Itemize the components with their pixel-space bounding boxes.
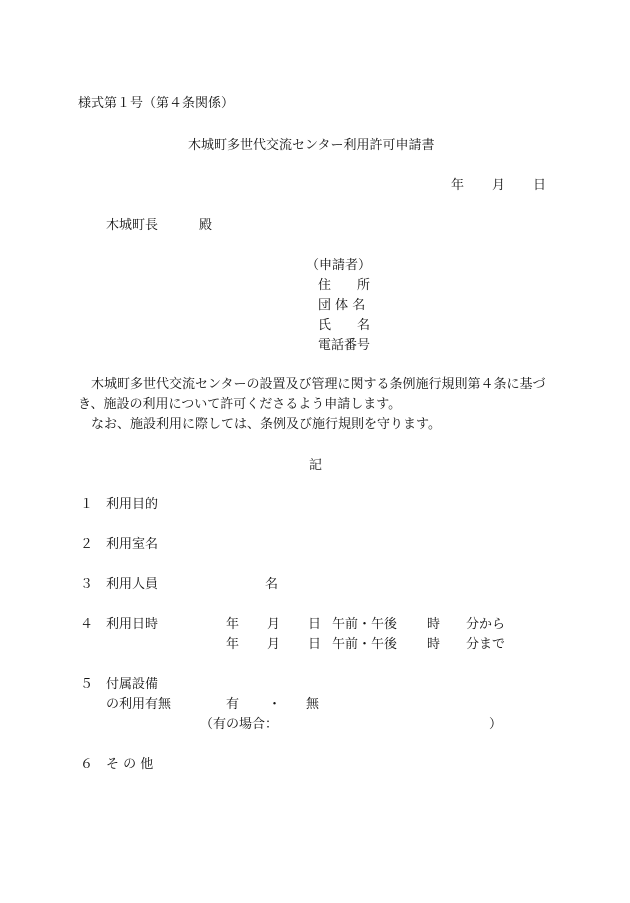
from-day: 日	[308, 617, 322, 632]
date-day: 日	[533, 178, 547, 193]
from-hour: 時	[427, 617, 441, 632]
addressee-honorific: 殿	[199, 218, 213, 233]
to-month: 月	[267, 637, 281, 652]
to-day: 日	[308, 637, 322, 652]
item-label: 利用室名	[106, 537, 159, 552]
to-year: 年	[226, 637, 240, 652]
item-number: ５	[80, 677, 94, 692]
item-number: ６	[80, 757, 94, 772]
item-number: ３	[80, 577, 94, 592]
equipment-detail-open: （有の場合：	[200, 717, 279, 732]
item-label: 利用日時	[106, 617, 159, 632]
item-label: 付属設備	[106, 677, 159, 692]
body-paragraph-1: 木城町多世代交流センターの設置及び管理に関する条例施行規則第４条に基づき、施設の利用について許可くださるよう申請します。	[78, 377, 546, 412]
equipment-no: 無	[306, 697, 320, 712]
applicant-header: （申請者）	[306, 258, 372, 273]
applicant-phone-label: 電話番号	[318, 338, 371, 353]
body-paragraph-2: なお、施設利用に際しては、条例及び施行規則を守ります。	[78, 417, 441, 432]
applicant-name-label: 氏 名	[318, 318, 371, 333]
item-number: １	[80, 497, 94, 512]
equipment-separator: ・	[268, 697, 282, 712]
item-label: 利用人員	[106, 577, 159, 592]
from-minute: 分から	[466, 617, 506, 632]
from-ampm: 午前・午後	[332, 617, 398, 632]
to-minute: 分まで	[466, 637, 506, 652]
form-number: 様式第１号（第４条関係）	[78, 96, 235, 111]
equipment-yes: 有	[226, 697, 240, 712]
item-number: ４	[80, 617, 94, 632]
people-unit: 名	[265, 577, 279, 592]
ki-heading: 記	[309, 458, 323, 473]
date-month: 月	[492, 178, 506, 193]
from-month: 月	[267, 617, 281, 632]
item-label: 利用目的	[106, 497, 159, 512]
from-year: 年	[226, 617, 240, 632]
item-label-line2: の利用有無	[106, 697, 172, 712]
applicant-address-label: 住 所	[318, 278, 371, 293]
to-ampm: 午前・午後	[332, 637, 398, 652]
to-hour: 時	[427, 637, 441, 652]
addressee-name: 木城町長	[106, 218, 159, 233]
document-title: 木城町多世代交流センター利用許可申請書	[188, 138, 435, 153]
item-number: ２	[80, 537, 94, 552]
item-label: そ の 他	[106, 757, 154, 772]
date-year: 年	[451, 178, 465, 193]
equipment-detail-close: ）	[489, 717, 503, 732]
applicant-organization-label: 団 体 名	[318, 298, 366, 313]
